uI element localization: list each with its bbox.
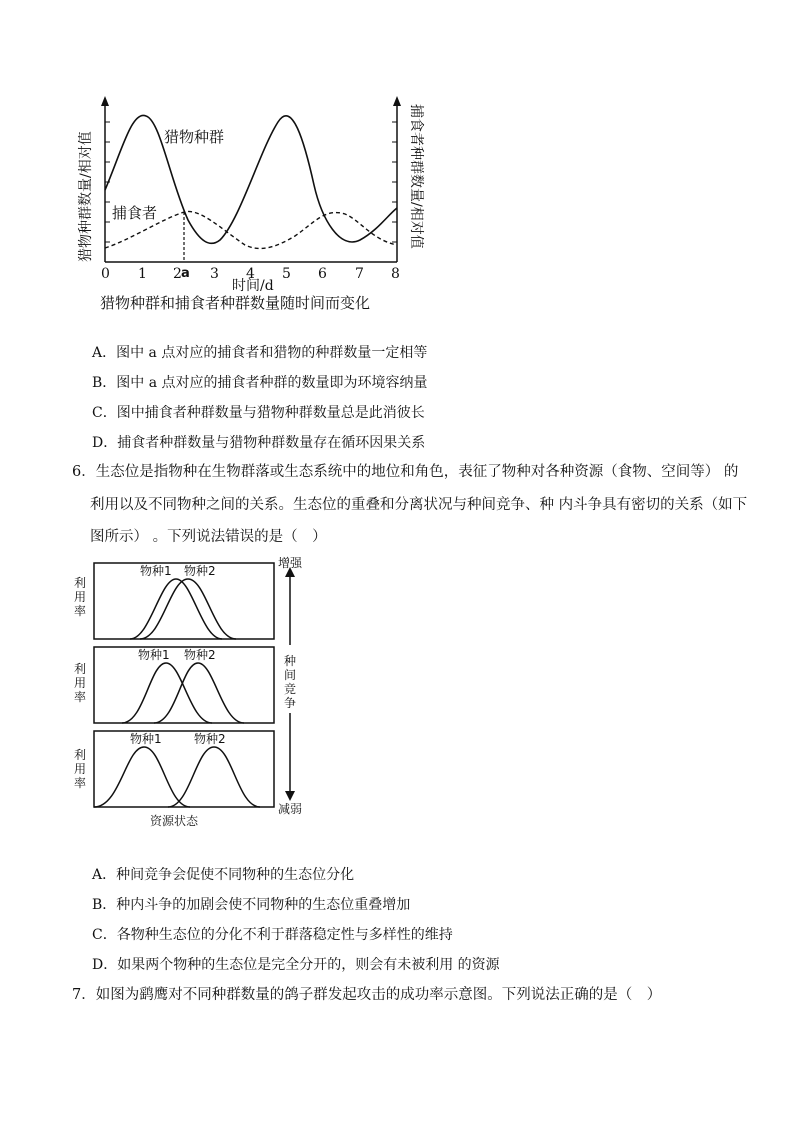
svg-text:用: 用 <box>74 762 87 776</box>
panel-3-species1-curve <box>94 747 190 807</box>
stronger-label: 增强 <box>278 556 303 570</box>
x-tick-0: 0 <box>101 266 110 282</box>
svg-text:利: 利 <box>74 748 87 762</box>
panel-2-species1-label: 物种1 <box>138 648 170 662</box>
panel-2-species2-label: 物种2 <box>184 648 216 662</box>
panel-3-species1-label: 物种1 <box>130 732 162 746</box>
svg-text:用: 用 <box>74 590 87 604</box>
x-tick-6: 6 <box>318 266 327 282</box>
prey-label: 猎物种群 <box>164 128 225 146</box>
panel-1-species2-label: 物种2 <box>184 564 216 578</box>
svg-text:率: 率 <box>74 604 87 618</box>
q7-stem-line1: 7．如图为鹞鹰对不同种群数量的鸽子群发起攻击的成功率示意图。下列说法正确的是（ ） <box>72 987 662 1003</box>
q5-option-c: C．图中捕食者种群数量与猎物种群数量总是此消彼长 <box>92 405 425 421</box>
panel-3-species2-label: 物种2 <box>194 732 226 746</box>
svg-text:用: 用 <box>74 676 87 690</box>
panel-1-species1-label: 物种1 <box>140 564 172 578</box>
arrow-down-head <box>285 791 295 801</box>
x-tick-a: a <box>181 266 190 281</box>
x-tick-5: 5 <box>282 266 291 282</box>
q6-stem-line3: 图所示） 。下列说法错误的是（ ） <box>90 529 327 545</box>
q5-option-b: B．图中 a 点对应的捕食者种群的数量即为环境容纳量 <box>92 375 428 391</box>
panel-3-species2-curve <box>168 747 260 807</box>
svg-text:争: 争 <box>284 696 297 710</box>
panel-1-y-label <box>74 575 86 618</box>
left-axis-arrow <box>101 96 109 106</box>
panel-2-y-label <box>74 661 86 704</box>
prey-curve <box>105 115 397 243</box>
x-tick-2: 2 <box>173 266 182 282</box>
x-tick-3: 3 <box>210 266 219 282</box>
x-axis-label-resource: 资源状态 <box>150 814 199 828</box>
x-tick-8: 8 <box>391 266 400 282</box>
svg-text:率: 率 <box>74 776 87 790</box>
q6-option-d: D．如果两个物种的生态位是完全分开的，则会有未被利用 的资源 <box>92 957 500 973</box>
x-axis-label: 时间/d <box>232 278 274 294</box>
panel-3-y-label <box>74 747 86 790</box>
q6-stem-line1: 6．生态位是指物种在生物群落或生态系统中的地位和角色，表征了物种对各种资源（食物、空间等） 的 <box>72 464 739 480</box>
svg-text:种: 种 <box>284 654 297 668</box>
svg-text:利: 利 <box>74 576 87 590</box>
predator-label: 捕食者 <box>112 204 158 222</box>
competition-label <box>284 654 296 710</box>
q6-option-b: B．种内斗争的加剧会使不同物种的生态位重叠增加 <box>92 897 411 913</box>
q5-option-a: A．图中 a 点对应的捕食者和猎物的种群数量一定相等 <box>92 345 428 361</box>
q6-stem-line2: 利用以及不同物种之间的关系。生态位的重叠和分离状况与种间竞争、种 内斗争具有密切的关系（如下 <box>90 497 748 513</box>
svg-text:竞: 竞 <box>284 682 297 696</box>
q5-option-d: D．捕食者种群数量与猎物种群数量存在循环因果关系 <box>92 435 426 451</box>
svg-text:利: 利 <box>74 662 87 676</box>
svg-text:率: 率 <box>74 690 87 704</box>
x-tick-7: 7 <box>355 266 364 282</box>
predator-prey-chart <box>60 90 440 315</box>
y-right-label: 捕食者种群数量/相对值 <box>408 104 424 249</box>
q6-option-c: C．各物种生态位的分化不利于群落稳定性与多样性的维持 <box>92 927 453 943</box>
figure1-caption: 猎物种群和捕食者种群数量随时间而变化 <box>100 294 371 312</box>
y-left-label: 猎物种群数量/相对值 <box>78 131 94 262</box>
svg-text:间: 间 <box>284 668 297 682</box>
x-tick-4: 4 <box>246 266 255 282</box>
weaker-label: 减弱 <box>278 802 303 816</box>
q6-option-a: A．种间竞争会促使不同物种的生态位分化 <box>92 867 355 883</box>
x-tick-1: 1 <box>138 266 147 282</box>
niche-overlap-figure <box>70 555 330 835</box>
right-axis-arrow <box>393 96 401 106</box>
